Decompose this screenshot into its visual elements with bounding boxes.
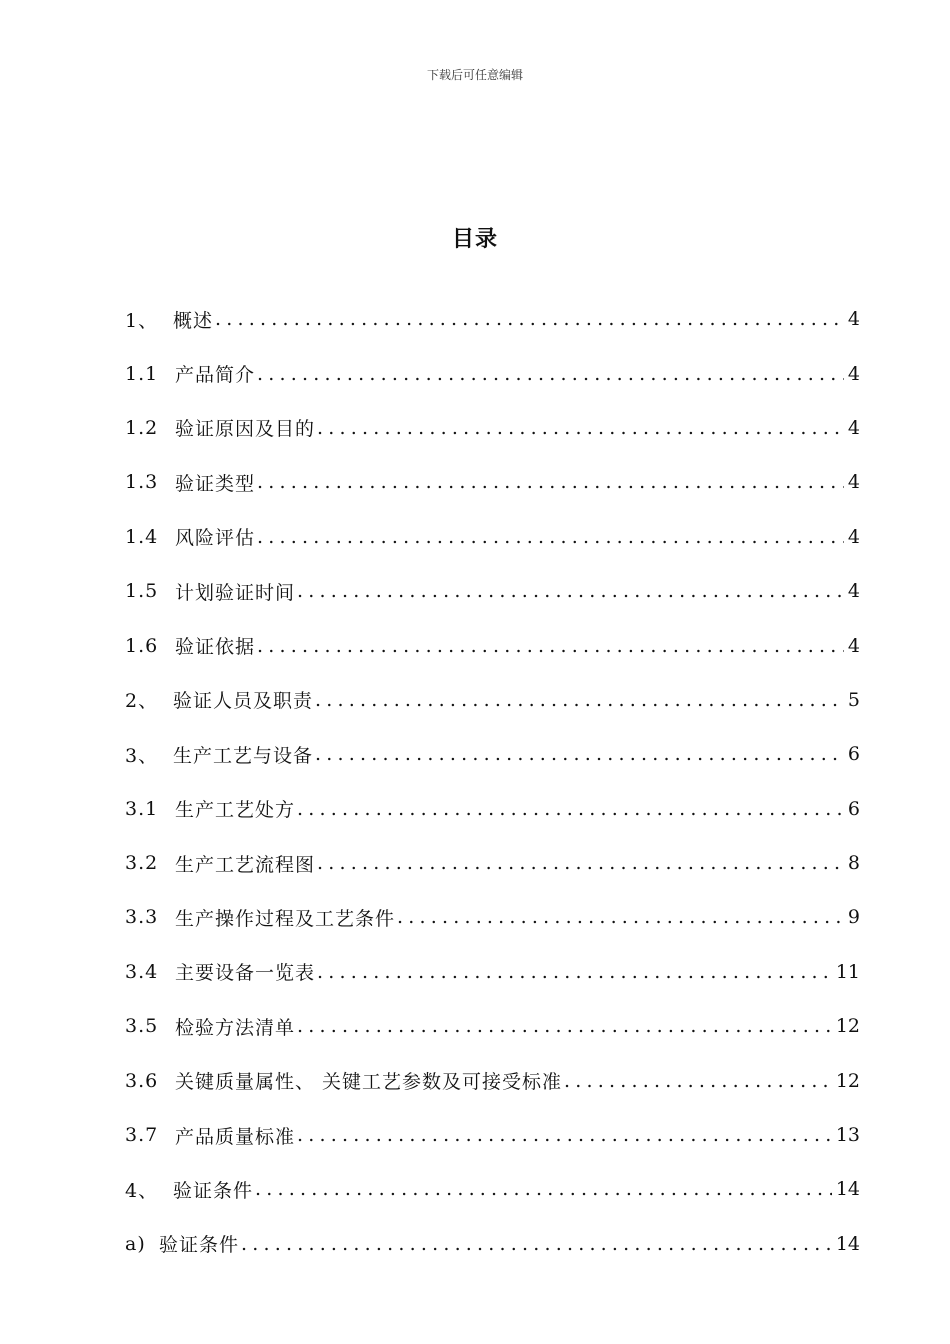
toc-entry-page: 4 [847, 634, 860, 657]
toc-entry-page: 6 [847, 743, 860, 766]
toc-entry[interactable] [125, 673, 860, 727]
table-of-contents [125, 292, 860, 1271]
dot-leader [315, 852, 844, 874]
dot-leader [255, 635, 844, 657]
toc-entry[interactable] [125, 727, 860, 781]
toc-entry-number: 1.3 [125, 471, 159, 494]
toc-entry-page: 14 [835, 1232, 860, 1255]
toc-entry-text: 生产工艺与设备 [173, 744, 314, 767]
toc-entry-text: 验证人员及职责 [173, 690, 314, 713]
toc-entry-page: 4 [847, 525, 860, 548]
dot-leader [255, 526, 844, 548]
toc-entry-number: 1.1 [125, 362, 159, 385]
dot-leader [255, 471, 844, 493]
toc-title: 目录 [451, 227, 498, 252]
toc-entry[interactable] [125, 836, 860, 890]
dot-leader [295, 798, 844, 820]
toc-entry-number: 3、 [125, 744, 159, 767]
toc-entry[interactable] [125, 455, 860, 509]
toc-entry-page: 12 [835, 1015, 860, 1038]
toc-entry[interactable] [125, 1217, 860, 1271]
toc-entry-text: 检验方法清单 [175, 1016, 296, 1039]
toc-entry-number: 1.4 [125, 525, 159, 548]
toc-entry-text: 产品质量标准 [175, 1125, 296, 1148]
dot-leader [295, 1124, 832, 1146]
toc-entry-number: 3.6 [125, 1069, 159, 1092]
toc-entry[interactable] [125, 618, 860, 672]
toc-entry-page: 5 [847, 688, 860, 711]
toc-entry-page: 11 [835, 960, 860, 983]
toc-entry-number: 1、 [125, 309, 159, 332]
toc-entry-number: 4、 [125, 1179, 159, 1202]
toc-entry[interactable] [125, 401, 860, 455]
toc-entry[interactable] [125, 890, 860, 944]
toc-entry-text: 产品简介 [175, 364, 256, 387]
toc-entry-text: 概述 [173, 309, 214, 332]
toc-entry-page: 4 [847, 416, 860, 439]
toc-entry[interactable] [125, 945, 860, 999]
toc-entry-page: 14 [835, 1178, 860, 1201]
dot-leader [295, 580, 844, 602]
toc-entry-number: 3.5 [125, 1015, 159, 1038]
toc-entry-text: 关键质量属性、 关键工艺参数及可接受标准 [175, 1071, 563, 1094]
toc-entry-page: 6 [847, 797, 860, 820]
toc-entry-text: 生产工艺处方 [175, 799, 296, 822]
toc-entry[interactable] [125, 782, 860, 836]
toc-entry-page: 13 [835, 1124, 860, 1147]
dot-leader [295, 1015, 832, 1037]
toc-entry-text: 计划验证时间 [175, 581, 296, 604]
toc-entry-text: 生产操作过程及工艺条件 [175, 907, 396, 930]
toc-entry-page: 9 [847, 906, 860, 929]
toc-entry-text: 验证条件 [173, 1179, 254, 1202]
dot-leader [562, 1070, 832, 1092]
toc-entry-text: 生产工艺流程图 [175, 853, 316, 876]
toc-entry[interactable] [125, 1108, 860, 1162]
toc-entry[interactable] [125, 564, 860, 618]
toc-entry-page: 12 [835, 1069, 860, 1092]
page-header-note: 下载后可任意编辑 [426, 68, 523, 82]
toc-entry-page: 4 [847, 362, 860, 385]
toc-entry-text: 主要设备一览表 [175, 962, 316, 985]
toc-entry-page: 4 [847, 308, 860, 331]
toc-entry-number: a) [125, 1232, 146, 1255]
toc-entry-text: 风险评估 [175, 527, 256, 550]
toc-entry-number: 1.2 [125, 416, 159, 439]
toc-entry-number: 3.1 [125, 797, 159, 820]
toc-entry-number: 3.7 [125, 1124, 159, 1147]
toc-entry[interactable] [125, 1053, 860, 1107]
dot-leader [315, 417, 844, 439]
toc-entry-number: 1.5 [125, 580, 159, 603]
dot-leader [313, 743, 844, 765]
toc-entry-text: 验证条件 [159, 1234, 240, 1257]
toc-entry[interactable] [125, 346, 860, 400]
dot-leader [315, 961, 832, 983]
toc-entry[interactable] [125, 510, 860, 564]
dot-leader [239, 1233, 832, 1255]
toc-entry-text: 验证类型 [175, 472, 256, 495]
toc-entry-text: 验证依据 [175, 636, 256, 659]
toc-entry-page: 8 [847, 852, 860, 875]
toc-entry-page: 4 [847, 580, 860, 603]
toc-entry-number: 3.4 [125, 960, 159, 983]
dot-leader [255, 363, 844, 385]
toc-entry[interactable] [125, 999, 860, 1053]
toc-entry-number: 3.3 [125, 906, 159, 929]
toc-entry-number: 1.6 [125, 634, 159, 657]
toc-entry-text: 验证原因及目的 [175, 418, 316, 441]
dot-leader [213, 308, 844, 330]
dot-leader [313, 689, 844, 711]
toc-entry-page: 4 [847, 471, 860, 494]
toc-entry[interactable] [125, 292, 860, 346]
toc-entry-number: 2、 [125, 690, 159, 713]
toc-entry[interactable] [125, 1162, 860, 1216]
toc-entry-number: 3.2 [125, 852, 159, 875]
dot-leader [253, 1178, 832, 1200]
dot-leader [395, 906, 844, 928]
